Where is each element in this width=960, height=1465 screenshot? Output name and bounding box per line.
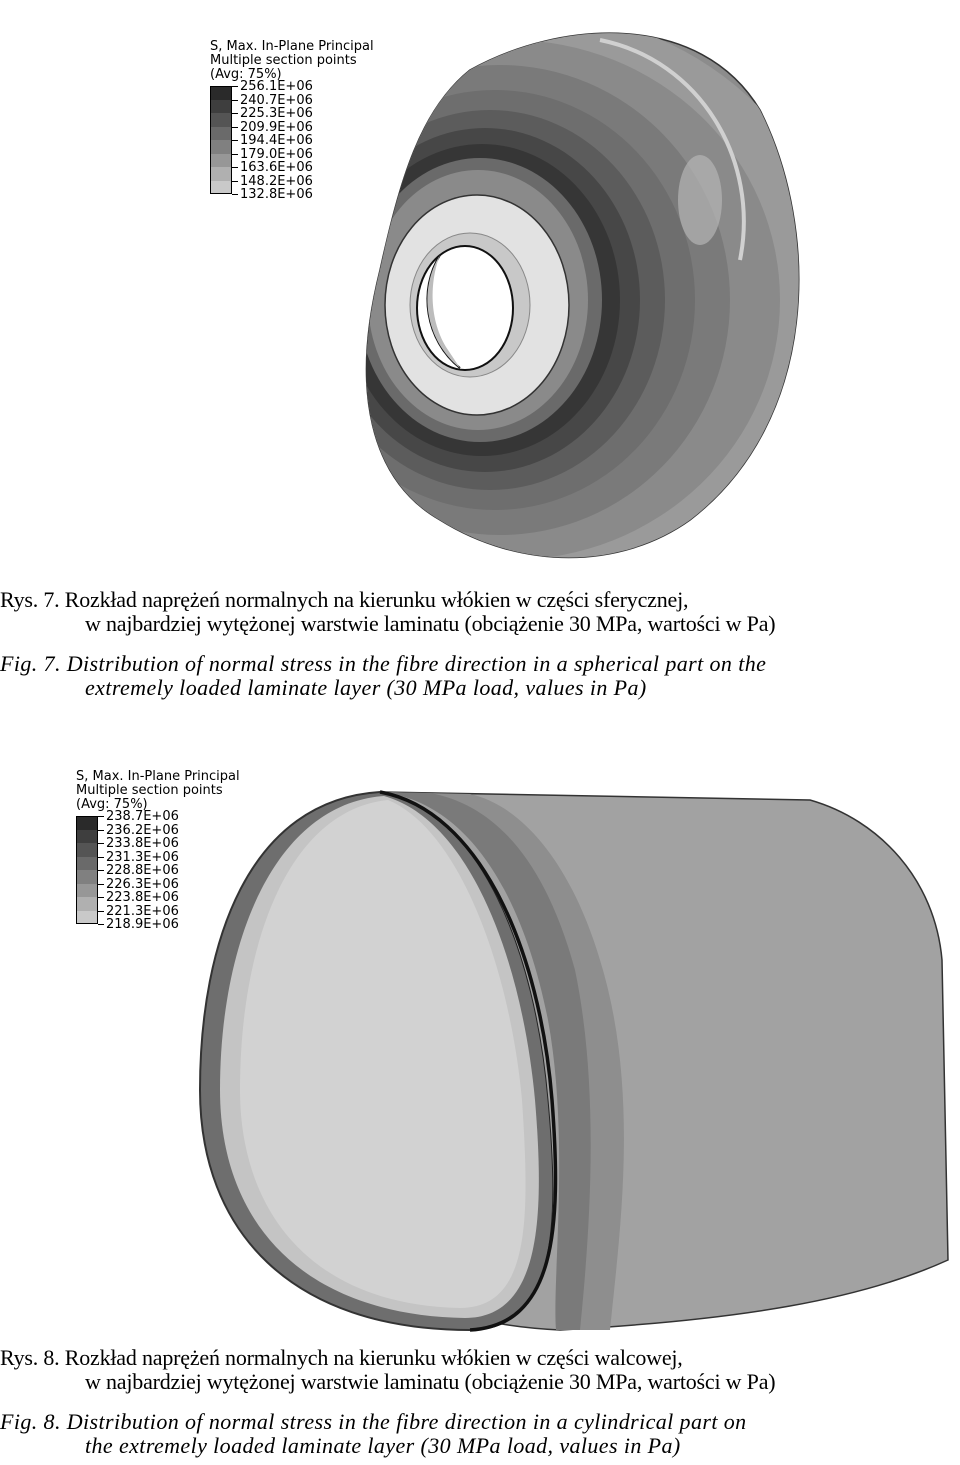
legend-subtitle: Multiple section points	[76, 783, 223, 798]
legend-swatch	[210, 167, 232, 181]
legend-swatch	[76, 911, 98, 925]
legend-swatch	[76, 884, 98, 898]
caption-line: w najbardziej wytężonej warstwie laminatu (obciążenie 30 MPa, wartości w Pa)	[85, 611, 776, 636]
caption-en-figure-8	[0, 1410, 960, 1458]
legend-swatch	[210, 140, 232, 154]
legend-value: 209.9E+06	[240, 119, 313, 135]
caption-line: extremely loaded laminate layer (30 MPa load, values in Pa)	[85, 675, 647, 700]
legend-value: 223.8E+06	[106, 890, 179, 905]
legend-swatch	[76, 857, 98, 871]
legend-value: 179.0E+06	[240, 146, 313, 162]
legend-swatch	[76, 816, 98, 830]
legend-value: 236.2E+06	[106, 822, 179, 838]
legend-subtitle: Multiple section points	[210, 53, 357, 68]
legend-swatch	[210, 100, 232, 114]
caption-line: Rys. 7. Rozkład naprężeń normalnych na kierunku włókien w części sferycznej,	[0, 587, 689, 612]
legend-colorbar	[76, 809, 240, 932]
caption-line: the extremely loaded laminate layer (30 MPa load, values in Pa)	[85, 1433, 681, 1458]
caption-line: Rys. 8. Rozkład naprężeń normalnych na kierunku włókien w części walcowej,	[0, 1345, 683, 1370]
legend-value: 163.6E+06	[240, 160, 313, 175]
caption-pl-figure-8	[0, 1346, 960, 1394]
legend-value: 238.7E+06	[106, 809, 179, 824]
legend-value: 231.3E+06	[106, 849, 179, 865]
legend-title: S, Max. In-Plane Principal	[210, 39, 374, 54]
caption-line: w najbardziej wytężonej warstwie laminatu (obciążenie 30 MPa, wartości w Pa)	[85, 1369, 776, 1394]
legend-swatch	[210, 113, 232, 127]
legend-value: 240.7E+06	[240, 92, 313, 108]
legend-swatch	[76, 870, 98, 884]
caption-line: Fig. 7. Distribution of normal stress in the fibre direction in a spherical part on the	[0, 651, 767, 676]
legend-value: 221.3E+06	[106, 903, 179, 919]
caption-pl-figure-7	[0, 588, 960, 636]
legend-value: 228.8E+06	[106, 863, 179, 878]
legend-value: 225.3E+06	[240, 106, 313, 121]
legend-swatch	[76, 897, 98, 911]
legend-swatch	[210, 181, 232, 195]
legend-value: 132.8E+06	[240, 187, 313, 202]
legend-figure-7	[210, 39, 374, 202]
legend-title: S, Max. In-Plane Principal	[76, 769, 240, 784]
figure-8	[0, 760, 960, 1465]
caption-en-figure-7	[0, 652, 960, 700]
legend-value: 148.2E+06	[240, 173, 313, 189]
legend-swatch	[210, 127, 232, 141]
legend-swatch	[210, 86, 232, 100]
legend-value: 226.3E+06	[106, 876, 179, 892]
legend-swatch	[76, 843, 98, 857]
legend-value: 233.8E+06	[106, 836, 179, 851]
legend-avg: (Avg: 75%)	[76, 797, 148, 812]
legend-figure-8	[76, 769, 240, 932]
legend-value: 218.9E+06	[106, 917, 179, 932]
legend-colorbar	[210, 79, 374, 202]
legend-swatch	[76, 830, 98, 844]
legend-swatch	[210, 154, 232, 168]
caption-line: Fig. 8. Distribution of normal stress in the fibre direction in a cylindrical part on	[0, 1409, 747, 1434]
legend-value: 194.4E+06	[240, 133, 313, 148]
spherical-part-contour-plot	[0, 0, 960, 580]
legend-value: 256.1E+06	[240, 79, 313, 94]
figure-7	[0, 0, 960, 700]
legend-avg: (Avg: 75%)	[210, 67, 282, 82]
